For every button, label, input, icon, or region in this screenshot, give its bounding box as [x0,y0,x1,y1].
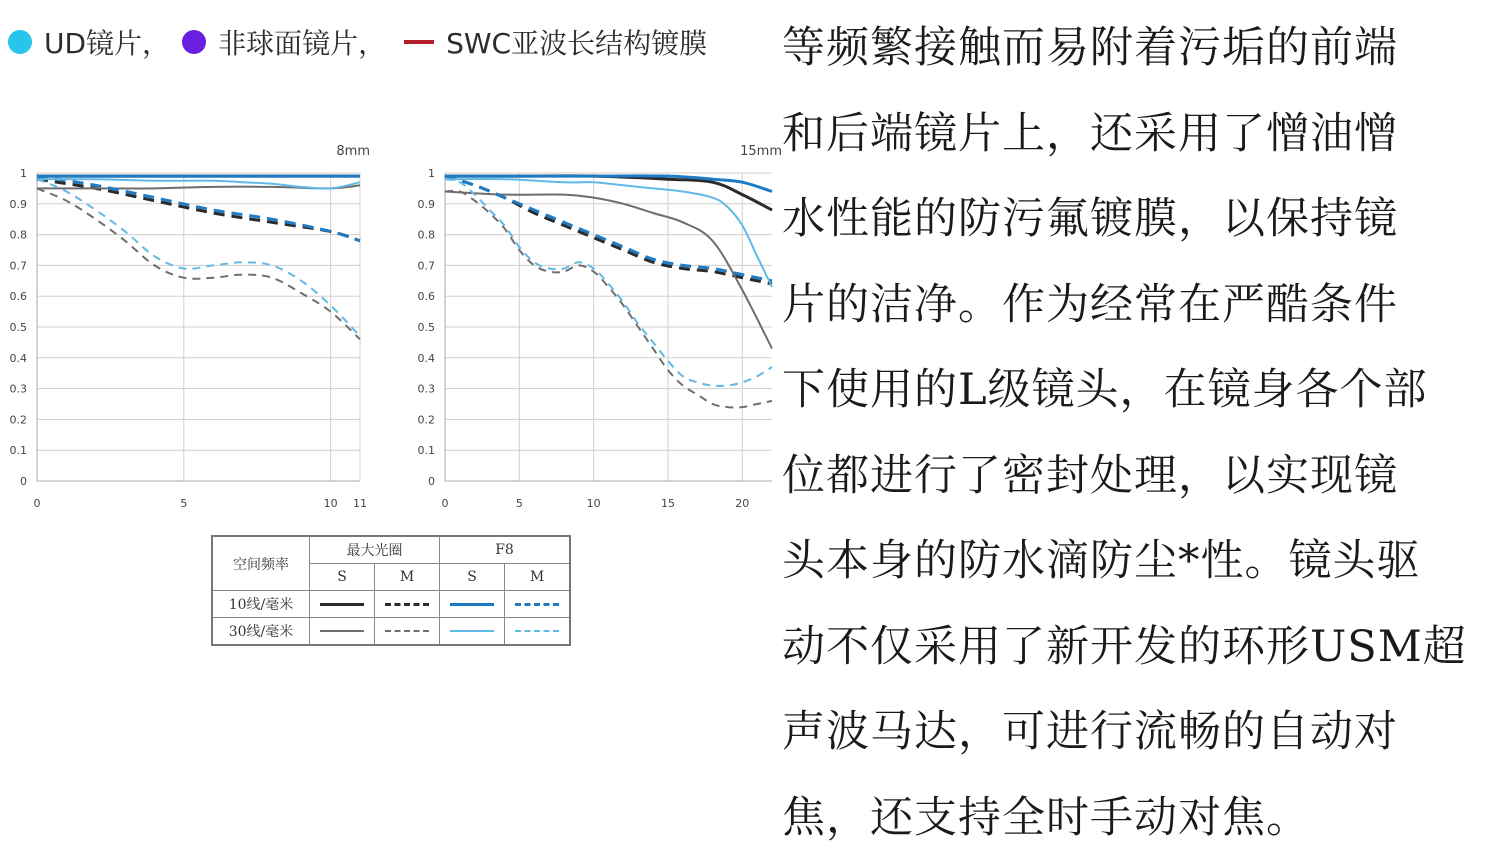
aspherical-lens-dot-icon [182,30,206,54]
key-f8-s-30-cell [440,618,505,646]
ud-lens-dot-icon [8,30,32,54]
x-tick-label: 5 [515,497,523,510]
key-f8-s-10-cell [440,591,505,618]
y-tick-label: 0.5 [417,321,435,334]
y-tick-label: 0.7 [9,259,27,273]
article-line: 等频繁接触而易附着污垢的前端 [782,23,1398,73]
f8-s-30-line-icon [450,630,494,632]
x-tick-label: 20 [735,497,750,510]
max-m-10-dash-icon [385,603,429,606]
key-max-m-30-cell [375,618,440,646]
max-m-30-dash-icon [385,630,429,632]
feature-legend [8,20,707,64]
mtf-key-table [211,535,571,646]
key-header-f8: F8 [440,536,571,564]
x-tick-label: 10 [586,497,601,510]
x-tick-label: 5 [180,497,188,510]
mtf-series-f8_m_10 [37,176,360,241]
f8-s-10-line-icon [450,603,494,606]
y-tick-label: 0.9 [9,197,27,211]
key-row-30lp-label: 30线/毫米 [212,618,310,646]
y-tick-label: 0.2 [9,413,27,427]
legend-aspherical-lens-label: 非球面镜片， [218,27,387,60]
key-max-m-10-cell [375,591,440,618]
mtf-charts [0,130,790,530]
key-f8-m-30-cell [505,618,571,646]
x-tick-label: 10 [323,497,338,510]
y-tick-label: 0.4 [9,351,27,365]
key-max-s-30-cell [310,618,375,646]
key-header-max-m: M [375,564,440,591]
y-tick-label: 0.1 [417,444,435,458]
legend-swc-coating-label: SWC亚波长结构镀膜 [446,27,708,60]
y-tick-label: 0 [428,475,435,488]
key-header-f8-s: S [440,564,505,591]
focal-length-title: 15mm [740,144,782,159]
mtf-series-f8_m_30 [445,179,772,386]
article-line: 下使用的L级镜头，在镜身各个部 [782,365,1428,415]
x-tick-label: 0 [441,497,449,510]
f8-m-30-dash-icon [515,630,559,632]
y-tick-label: 0.5 [9,321,27,334]
article-line: 焦，还支持全时手动对焦。 [782,792,1310,843]
max-s-30-line-icon [320,630,364,632]
y-tick-label: 0.3 [417,382,435,396]
mtf-series-max_m_10 [445,176,772,284]
y-tick-label: 0.9 [417,197,435,211]
f8-m-10-dash-icon [515,603,559,606]
y-tick-label: 0.6 [9,290,27,304]
article-line: 动不仅采用了新开发的环形USM超 [782,621,1467,672]
y-tick-label: 1 [20,167,27,180]
y-tick-label: 0.4 [417,351,435,365]
legend-ud-lens-label: UD镜片， [44,27,171,60]
key-header-max-s: S [310,564,375,591]
article-line: 位都进行了密封处理，以实现镜 [782,450,1398,501]
y-tick-label: 0.1 [9,444,27,458]
y-tick-label: 0.6 [417,290,435,304]
key-header-max-aperture: 最大光圈 [310,536,440,564]
key-row-10lp-label: 10线/毫米 [212,591,310,618]
article-line: 水性能的防污氟镀膜，以保持镜 [782,194,1398,244]
key-header-f8-m: M [505,564,571,591]
x-tick-label: 15 [660,497,675,510]
article-text [782,6,1494,861]
x-tick-label: 11 [353,497,367,510]
mtf-series-f8_m_30 [37,179,360,336]
article-line: 声波马达，可进行流畅的自动对 [782,707,1398,757]
article-line: 头本身的防水滴防尘*性。镜头驱 [782,536,1421,586]
y-tick-label: 0 [20,475,27,488]
x-tick-label: 0 [33,497,41,510]
y-tick-label: 0.7 [417,259,435,273]
max-s-10-line-icon [320,603,364,606]
mtf-charts-svg [0,130,790,530]
article-line: 片的洁净。作为经常在严酷条件 [782,279,1398,330]
focal-length-title: 8mm [336,144,370,159]
y-tick-label: 1 [428,167,435,180]
y-tick-label: 0.8 [9,228,27,242]
y-tick-label: 0.3 [9,382,27,396]
y-tick-label: 0.8 [417,228,435,242]
mtf-series-max_m_30 [445,191,772,408]
key-max-s-10-cell [310,591,375,618]
y-tick-label: 0.2 [417,413,435,427]
swc-coating-dash-icon [404,40,434,44]
key-header-spatial-frequency: 空间频率 [212,536,310,591]
key-f8-m-10-cell [505,591,571,618]
article-line: 和后端镜片上，还采用了憎油憎 [782,108,1398,159]
